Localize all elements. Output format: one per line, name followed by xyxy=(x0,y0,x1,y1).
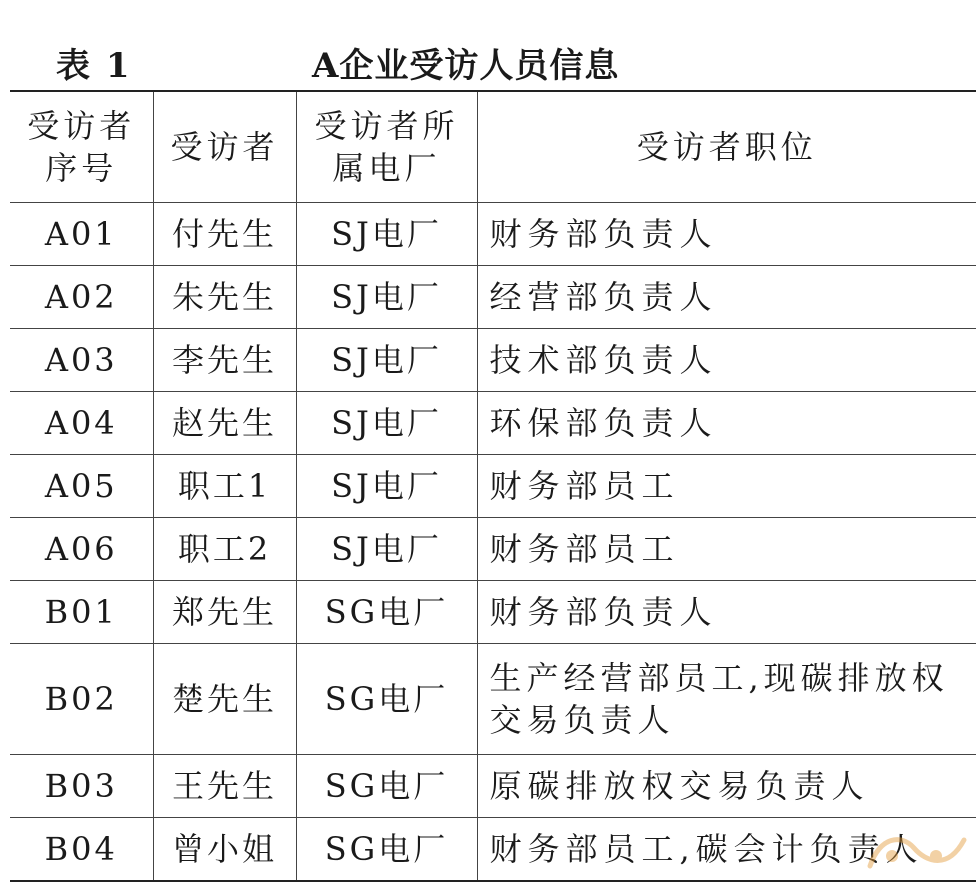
cell-name: 赵先生 xyxy=(153,392,296,455)
cell-plant: SG电厂 xyxy=(296,581,477,644)
cell-number: B04 xyxy=(10,818,153,882)
cell-number: A05 xyxy=(10,455,153,518)
cell-plant: SJ电厂 xyxy=(296,266,477,329)
header-interviewee-number: 受访者序号 xyxy=(10,91,153,203)
table-row xyxy=(10,644,976,755)
header-position: 受访者职位 xyxy=(477,91,976,203)
cell-position: 技术部负责人 xyxy=(477,329,976,392)
cell-number: A02 xyxy=(10,266,153,329)
cell-number: B03 xyxy=(10,755,153,818)
cell-position: 经营部负责人 xyxy=(477,266,976,329)
cell-plant: SG电厂 xyxy=(296,818,477,882)
table-row xyxy=(10,818,976,882)
table-row xyxy=(10,266,976,329)
watermark-logo-icon xyxy=(862,826,972,882)
cell-position: 财务部负责人 xyxy=(477,203,976,266)
table-row xyxy=(10,203,976,266)
table-row xyxy=(10,392,976,455)
cell-name: 郑先生 xyxy=(153,581,296,644)
cell-plant: SG电厂 xyxy=(296,644,477,755)
table-row xyxy=(10,329,976,392)
cell-number: A03 xyxy=(10,329,153,392)
cell-number: B02 xyxy=(10,644,153,755)
cell-position: 环保部负责人 xyxy=(477,392,976,455)
cell-position: 原碳排放权交易负责人 xyxy=(477,755,976,818)
cell-name: 职工2 xyxy=(153,518,296,581)
table-row xyxy=(10,581,976,644)
table-title: A企业受访人员信息 xyxy=(312,46,620,86)
cell-position: 财务部员工,碳会计负责人 xyxy=(477,818,976,882)
cell-name: 李先生 xyxy=(153,329,296,392)
cell-plant: SJ电厂 xyxy=(296,329,477,392)
cell-number: A04 xyxy=(10,392,153,455)
cell-number: A06 xyxy=(10,518,153,581)
cell-plant: SG电厂 xyxy=(296,755,477,818)
cell-position: 生产经营部员工,现碳排放权交易负责人 xyxy=(477,644,976,755)
table-row xyxy=(10,518,976,581)
table-number: 表 1 xyxy=(56,46,132,86)
cell-name: 朱先生 xyxy=(153,266,296,329)
cell-plant: SJ电厂 xyxy=(296,392,477,455)
cell-position: 财务部负责人 xyxy=(477,581,976,644)
cell-name: 曾小姐 xyxy=(153,818,296,882)
cell-plant: SJ电厂 xyxy=(296,518,477,581)
cell-number: A01 xyxy=(10,203,153,266)
table-caption xyxy=(0,0,976,92)
cell-plant: SJ电厂 xyxy=(296,203,477,266)
cell-plant: SJ电厂 xyxy=(296,455,477,518)
table-row xyxy=(10,455,976,518)
header-row xyxy=(10,91,976,203)
header-power-plant: 受访者所属电厂 xyxy=(296,91,477,203)
cell-position: 财务部员工 xyxy=(477,455,976,518)
cell-position: 财务部员工 xyxy=(477,518,976,581)
header-interviewee: 受访者 xyxy=(153,91,296,203)
cell-number: B01 xyxy=(10,581,153,644)
cell-name: 王先生 xyxy=(153,755,296,818)
cell-name: 楚先生 xyxy=(153,644,296,755)
cell-name: 职工1 xyxy=(153,455,296,518)
table-row xyxy=(10,755,976,818)
interviewee-table xyxy=(10,90,976,882)
cell-name: 付先生 xyxy=(153,203,296,266)
